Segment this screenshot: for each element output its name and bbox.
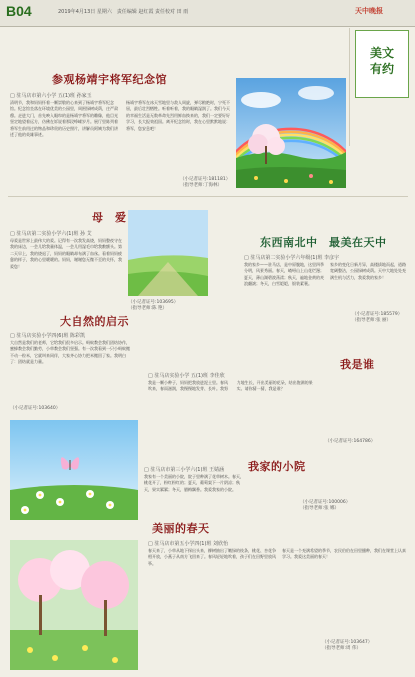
article-body-dongxi-right: 家乡的变化日新月异，高楼拔地而起，道路宽阔整洁，公园绿树成荫。天中大地处处充满生机与活力，我爱我的家乡！ (330, 262, 406, 280)
teacher-note-chuntian: （小记者证号:103647） （指导老师:周 伟） (322, 640, 373, 651)
section-label-box (355, 30, 409, 98)
dateline: 2019年4月13日 星期六 责任编辑 赵红霞 责任校对 田 雨 (58, 9, 189, 15)
article-body-yuanzi: 我家有一个美丽的小院，院子里种满了花草树木。春天，桃花开了，粉红粉红的；夏天，葡萄架下一片阴凉；秋天，果实累累；冬天，腊梅飘香。我爱我家的小院。 (144, 474, 244, 492)
field-photo (128, 210, 208, 296)
byline-chuntian: □ 驻马店市第五小学四(1)班 刘欣怡 (148, 541, 228, 547)
spring-landscape-photo (236, 78, 346, 188)
section-label-line-1: 美文 (369, 46, 394, 60)
byline-woshishui: □ 驻马店实验小学 五(1)班 李佳欣 (148, 373, 225, 379)
article-title-qishi: 大自然的启示 (60, 315, 129, 328)
article-title-jiangjun: 参观杨靖宇将军纪念馆 (52, 73, 167, 86)
section-label-line-2: 有约 (369, 62, 394, 76)
teacher-note-dongxi: （小记者证号:185579） （指导老师:张 丽） (352, 312, 403, 323)
article-body-muai: 母爱是世界上最伟大的爱。记得有一次我发高烧，妈妈整夜守在我的床边，一会儿给我量体温，一会儿用湿毛巾给我敷额头。第二天早上，我的烧退了，妈妈的眼睛却布满了血丝。看着妈妈疲惫的样子，我的心里暖暖的。妈妈，谢谢您无微不至的关怀，我爱您！ (10, 238, 122, 269)
page-number: B04 (6, 3, 32, 19)
article-body-qishi: 大自然是我们的老师，它给我们很多启示。蚂蚁教会我们团结协作，蜜蜂教会我们勤劳，小草教会我们坚强。有一次我看到一只小蚂蚁搬不动一粒米，它就叫来同伴，大家齐心协力把米搬回了家。我明白了：团结就是力量。 (10, 340, 130, 365)
article-title-woshishui: 我是谁 (340, 358, 375, 371)
article-body-chuntian-left: 春天来了，小草从地下探出头来，柳树抽出了嫩绿的枝条，桃花、杏花争相开放，小燕子从南方飞回来了。春风轻轻地吹着，孩子们在田野里放风筝。 (148, 548, 276, 566)
section-divider (8, 196, 408, 197)
article-body-jiangjun-right: 杨靖宇将军在冰天雪地里与敌人周旋，弹尽粮绝时，宁死不屈，最后壮烈牺牲。听着听着，我的眼睛湿润了。我们今天的幸福生活是无数革命先烈用鲜血换来的，我们一定要好好学习，长大报效祖国。离开纪念馆时，我在心里默默地说：将军，您安息吧！ (126, 100, 230, 131)
article-title-dongxi: 东西南北中 最美在天中 (260, 236, 387, 249)
byline-muai: □ 驻马店第二实验小学六(1)班 孙 艾 (10, 231, 92, 237)
byline-jiangjun: □ 驻马店市第六小学 五(1)班 孙家玉 (10, 93, 92, 99)
byline-qishi: □ 驻马店实验小学四(6)班 陈彩凯 (10, 333, 85, 339)
article-body-dongxi-left: 我的家乡——驻马店，是中原腹地，这里四季分明，风景秀丽。春天，嵖岈山上山花烂漫；夏天，薄山湖碧波荡漾；秋天，遍地金黄的麦浪翻滚；冬天，白雪皑皑，银装素裹。 (244, 262, 324, 287)
spring-blossom-photo (10, 540, 138, 670)
flowers-butterfly-photo (10, 420, 138, 520)
teacher-note-qishi: （小记者证号:103640） (10, 406, 61, 411)
newspaper-logo: 天中晚报 (355, 6, 383, 15)
byline-dongxi: □ 驻马店第二实验小学六年级(1)班 李彦宇 (244, 255, 339, 261)
teacher-note-jiangjun: （小记者证号:181181） （指导老师:丁海林） (180, 177, 231, 188)
teacher-note-muai: （小记者证号:103695） （指导老师:陈 艳） (128, 300, 179, 311)
article-title-yuanzi: 我家的小院 (248, 460, 306, 473)
article-body-chuntian-right: 春天是一个充满希望的季节，农民伯伯在田里播种，我们在课堂上认真学习。我爱这美丽的春天！ (282, 548, 406, 560)
byline-yuanzi: □ 驻马店市第三小学六(1)班 王婧涵 (144, 467, 224, 473)
column-divider (349, 28, 350, 146)
article-title-muai: 母 爱 (92, 211, 127, 224)
teacher-note-yuanzi: （小记者证号:100006） （指导老师:张 娜） (300, 500, 351, 511)
article-title-chuntian: 美丽的春天 (152, 522, 210, 535)
teacher-note-woshishui: （小记者证号:164786） (325, 439, 376, 444)
article-body-woshishui: 我是一颗小种子，妈妈把我放进泥土里。春风吹来，春雨滋润，我慢慢地发芽、长叶。我努力地生长，开出美丽的花朵，结出饱满的果实。请你猜一猜，我是谁？ (148, 380, 313, 392)
article-body-jiangjun-left: 清明节，我和妈妈怀着一颗崇敬的心来到了杨靖宇将军纪念馆。纪念馆坐落在环境优美的公园里，周围绿树成荫，庄严肃穆。走进大门，首先映入眼帘的是杨靖宇将军的雕像，他目光坚定地望着远方，仿佛在诉说着那段峥嵘岁月。展厅里陈列着将军生前用过的物品和珍贵的历史照片，讲解员阿姨为我们讲述了他的英雄事迹。 (10, 100, 118, 138)
